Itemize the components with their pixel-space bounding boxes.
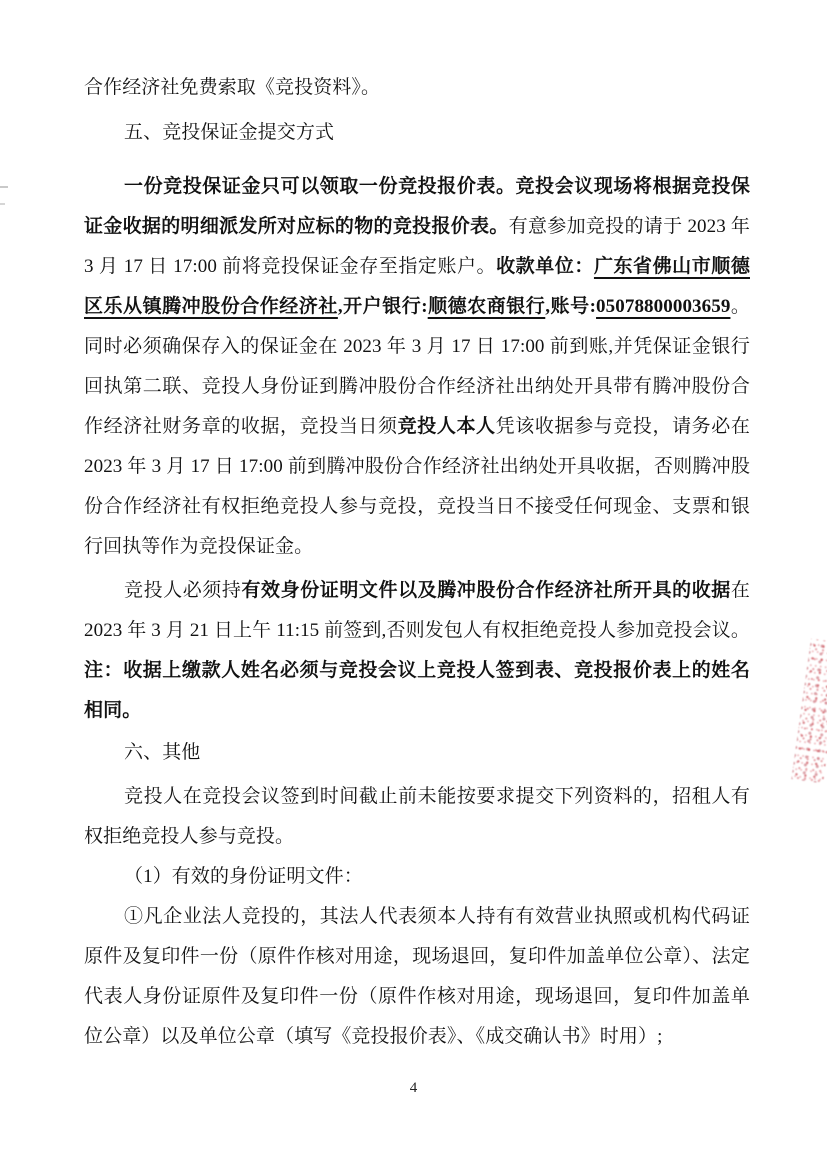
section-6-heading [84, 733, 750, 773]
body-line [84, 937, 750, 977]
text-segment: 五、竞投保证金提交方式 [124, 122, 335, 143]
body-line [84, 571, 750, 611]
text-segment: 。 [730, 296, 750, 317]
body-line-continuation [84, 68, 750, 108]
body-line [84, 367, 750, 407]
list-item-circled-1 [84, 897, 750, 937]
text-segment: 竞投人在竞投会议签到时间截止前未能按要求提交下列资料的，招租人有 [124, 786, 750, 807]
page-number: 4 [409, 1080, 418, 1096]
text-segment: 在 [730, 580, 750, 601]
text-segment: ①凡企业法人竞投的，其法人代表须本人持有有效营业执照或机构代码证 [124, 906, 750, 927]
text-segment: （1）有效的身份证明文件： [124, 866, 363, 887]
text-segment: 回执第二联、竞投人身份证到腾冲股份合作经济社出纳处开具带有腾冲股份合 [84, 376, 750, 397]
text-segment: 原件及复印件一份（原件作核对用途，现场退回，复印件加盖单位公章）、法定 [84, 946, 750, 967]
text-segment: 作经济社财务章的收据，竞投当日须 [84, 416, 398, 437]
emphasis-segment: 证金收据的明细派发所对应标的物的竞投报价表。 [84, 216, 509, 237]
body-line [84, 611, 750, 651]
text-segment: 有意参加竞投的请于 2023 年 [508, 216, 751, 237]
account-label: ,账号: [545, 296, 597, 317]
red-seal-fragment [791, 638, 827, 783]
text-segment: 合作经济社免费索取《竞投资料》。 [84, 77, 381, 98]
body-line [84, 487, 750, 527]
body-line [84, 287, 750, 327]
body-line [84, 447, 750, 487]
text-segment: 六、其他 [124, 742, 201, 763]
body-line [84, 1017, 750, 1057]
body-line [84, 527, 750, 567]
text-segment: 2023 年 3 月 21 日上午 11:15 前签到,否则发包人有权拒绝竞投人参加竞投会议。 [84, 620, 750, 641]
body-line [84, 207, 750, 247]
text-segment: 代表人身份证原件及复印件一份（原件作核对用途，现场退回，复印件加盖单 [84, 986, 750, 1007]
text-segment: 同时必须确保存入的保证金在 2023 年 3 月 17 日 17:00 前到账,并凭保证金银行 [84, 336, 750, 357]
text-segment: 权拒绝竞投人参与竞投。 [84, 826, 295, 847]
body-line [84, 167, 750, 207]
list-item-1-heading [84, 857, 750, 897]
body-line [84, 407, 750, 447]
text-segment: 竞投人必须持 [124, 580, 242, 601]
text-segment: 位公章）以及单位公章（填写《竞投报价表》、《成交确认书》时用）; [84, 1026, 663, 1047]
section-5-heading [84, 113, 750, 153]
body-line [84, 247, 750, 287]
text-segment: 2023 年 3 月 17 日 17:00 前到腾冲股份合作经济社出纳处开具收据，否则腾冲股 [84, 456, 750, 477]
emphasis-segment: 相同。 [84, 700, 142, 721]
document-body [84, 68, 750, 1057]
note-line [84, 691, 750, 731]
text-segment: 凭该收据参与竞投，请务必在 [495, 416, 750, 437]
body-line [84, 817, 750, 857]
emphasis-segment: 竞投人本人 [397, 416, 496, 437]
emphasis-segment: 有效身份证明文件以及腾冲股份合作经济社所开具的收据 [241, 580, 731, 601]
bank-label: ,开户银行: [337, 296, 428, 317]
text-segment: 3 月 17 日 17:00 前将竞投保证金存至指定账户。 [84, 256, 497, 277]
payee-name-part-2: 区乐从镇腾冲股份合作经济社 [84, 296, 338, 317]
scan-artifact [0, 203, 5, 205]
text-segment: 份合作经济社有权拒绝竞投人参与竞投，竞投当日不接受任何现金、支票和银 [84, 496, 750, 517]
body-line [84, 327, 750, 367]
bank-name: 顺德农商银行 [427, 296, 546, 317]
body-line [84, 777, 750, 817]
body-line [84, 977, 750, 1017]
payee-name-part-1: 广东省佛山市顺德 [593, 256, 750, 277]
scan-artifact [0, 186, 8, 188]
account-number: 05078800003659 [596, 296, 731, 317]
payee-label: 收款单位： [496, 256, 594, 277]
note-line [84, 651, 750, 691]
emphasis-segment: 注：收据上缴款人姓名必须与竞投会议上竞投人签到表、竞投报价表上的姓名 [84, 660, 750, 681]
emphasis-segment: 一份竞投保证金只可以领取一份竞投报价表。竞投会议现场将根据竞投保 [124, 176, 750, 197]
text-segment: 行回执等作为竞投保证金。 [84, 536, 314, 557]
